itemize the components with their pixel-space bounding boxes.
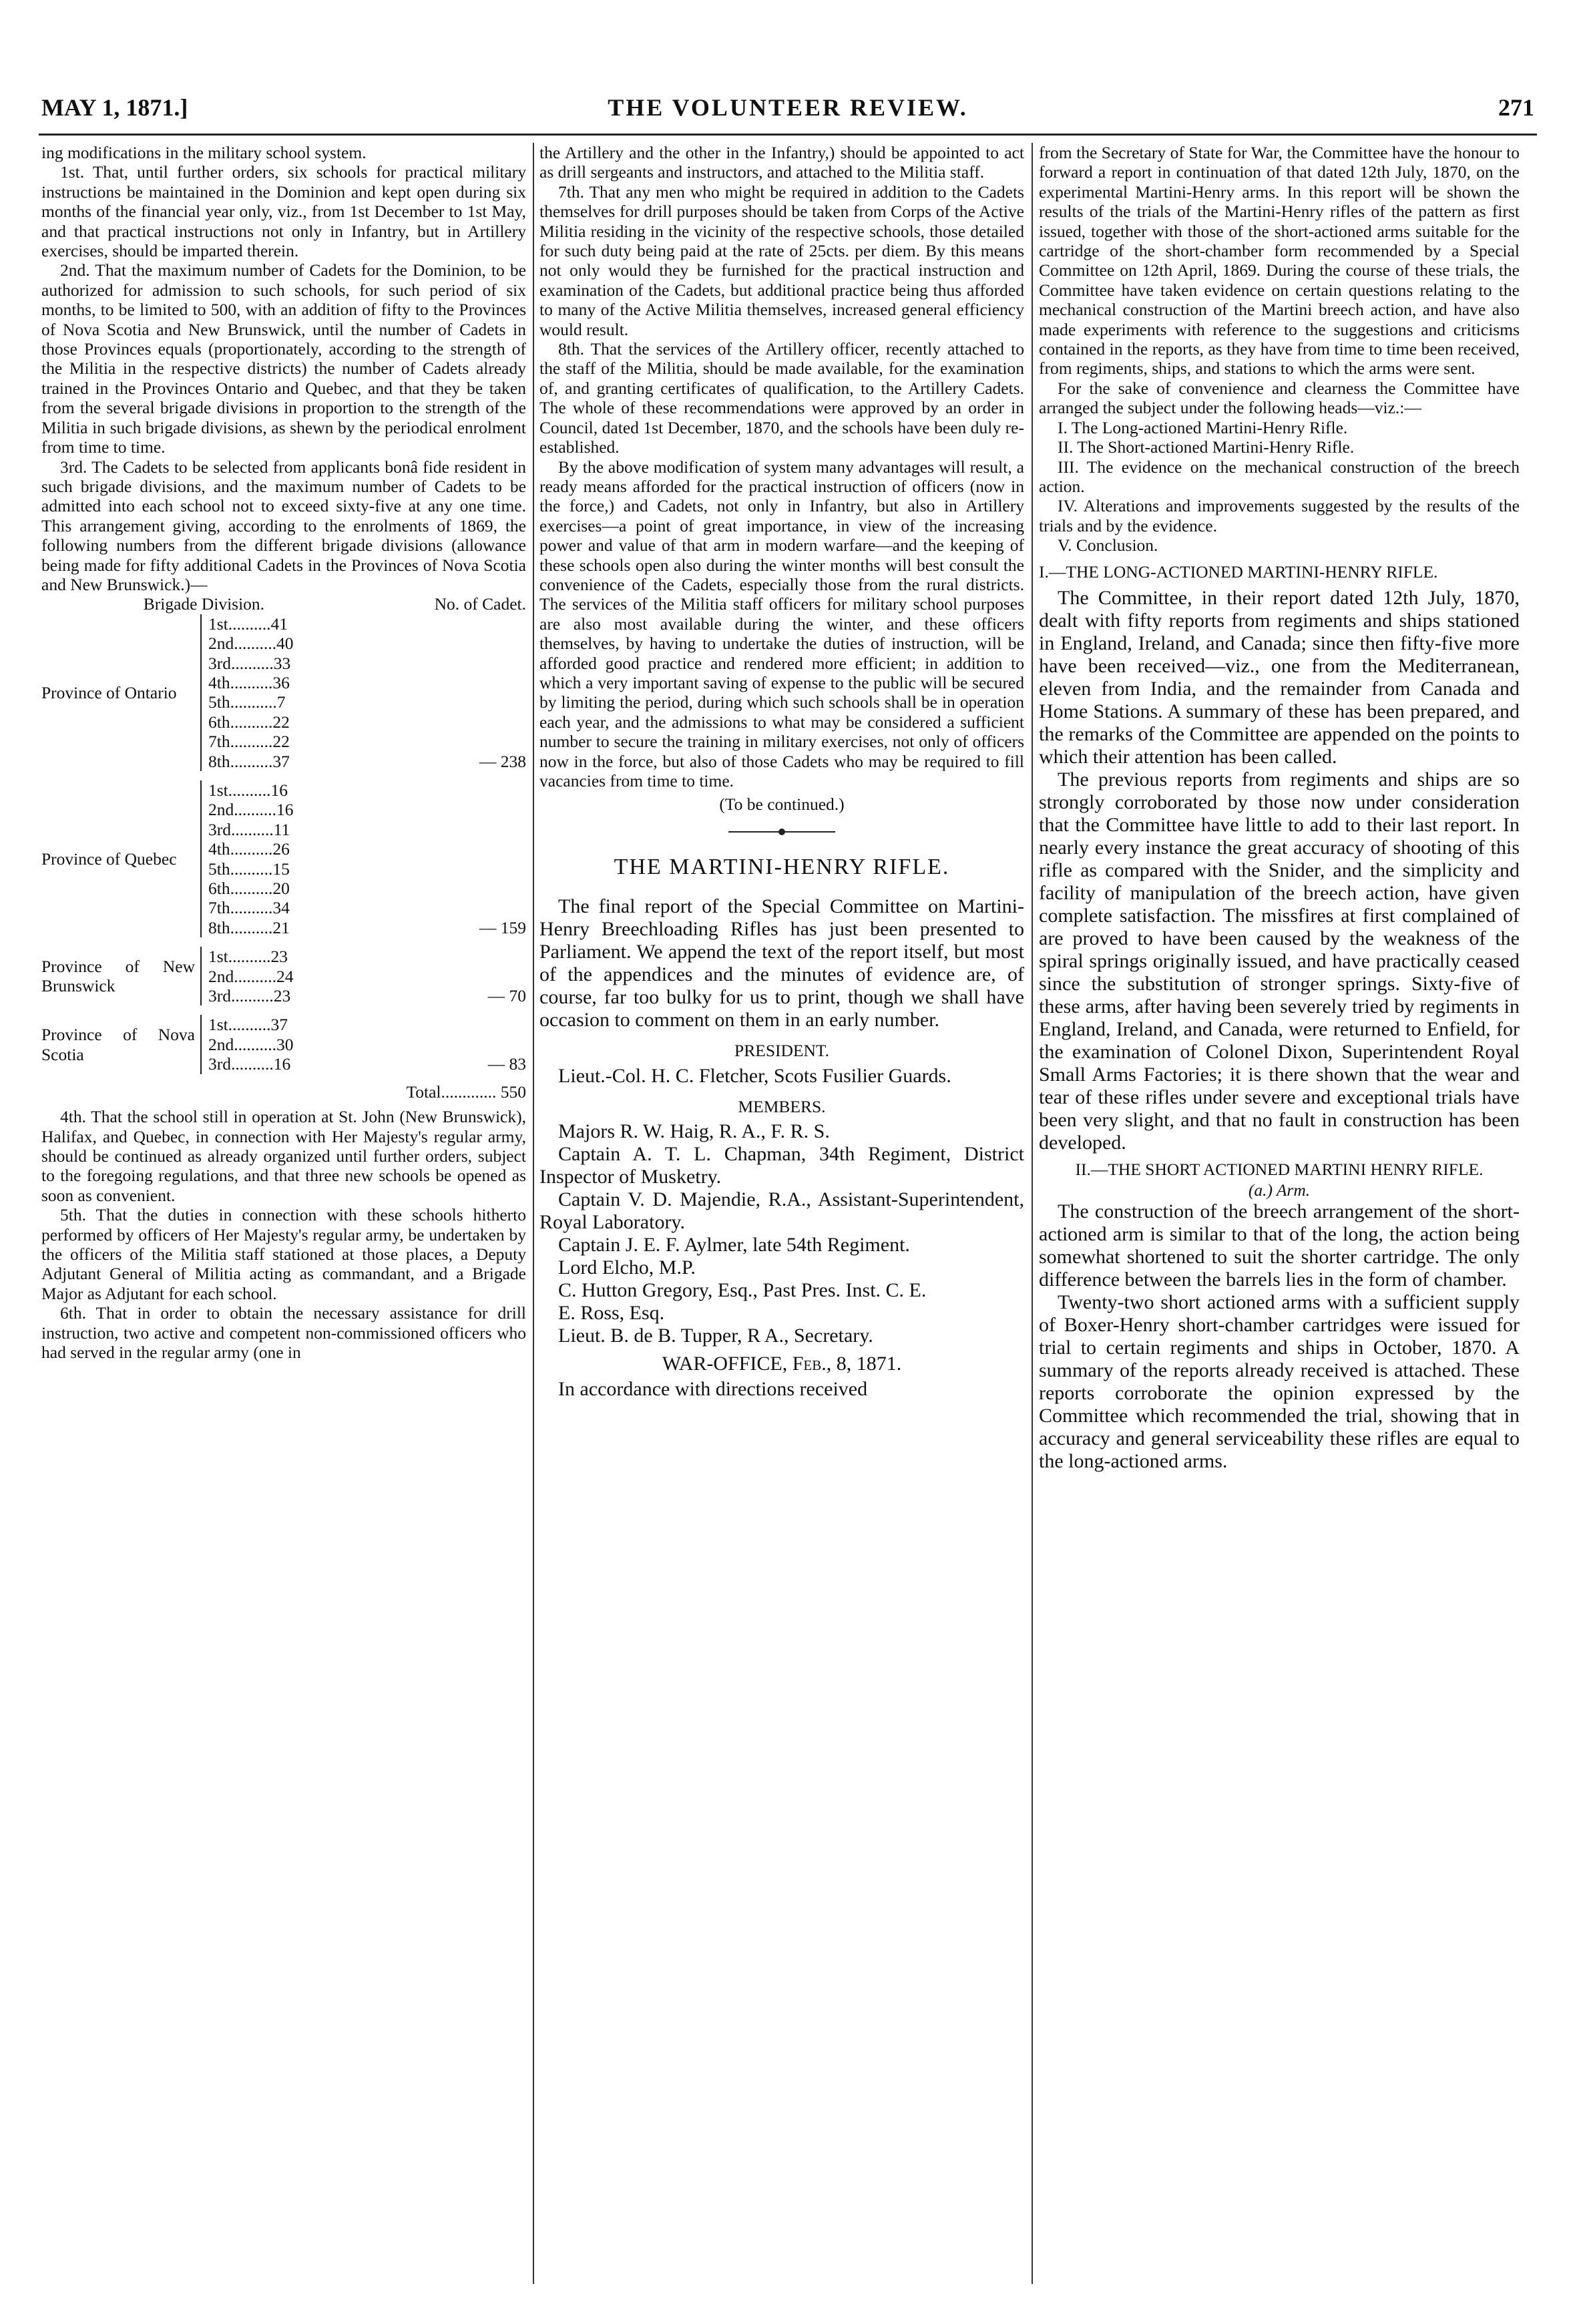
province-rows <box>195 937 367 1005</box>
division-row: 1st..........41 <box>208 614 288 634</box>
division-row: 4th..........26 <box>208 839 290 859</box>
division-row: 7th..........22 <box>208 732 290 752</box>
column-1 <box>41 143 526 2284</box>
paragraph: 8th. That the services of the Artillery officer, recently attached to the staff of the Militia, should be made available, for the examination of, and granting certificates of qualification, to the Artillery Cadets. The whole of these recommendations were approved by an order in Council, dated 1st December, 1870, and the schools have been duly re-established. <box>539 339 1024 457</box>
division-row: 8th..........37 <box>208 751 290 771</box>
division-row: 2nd..........40 <box>208 634 294 654</box>
paragraph: For the sake of convenience and clearness the Committee have arranged the subject under the following heads—viz.:— <box>1039 378 1520 418</box>
rule-ornament-icon <box>728 827 835 837</box>
member-entry: Captain V. D. Majendie, R.A., Assistant-Superintendent, Royal Laboratory. <box>539 1188 1024 1234</box>
division-row: 2nd..........30 <box>208 1034 294 1054</box>
paragraph: By the above modification of system many advantages will result, a ready means afforded for the practical instruction of officers (now in the force,) and Cadets, not only in Infantry, but also in Artillery exercises—a point of great importance, in view of the increasing power and value of that arm in modern warfare—and the keeping of these schools open also during the winter months will best consult the convenience of the Cadets, especially those from the rural districts. The services of the Militia staff officers for military school purposes are also most available during the winter, and these officers themselves, by having to undertake the duties of instruction, will be afforded good practice and rendered more efficient; in addition to which a very important saving of expense to the public will be secured by limiting the period, during which such schools shall be in operation each year, and the admissions to what may be considered a sufficient number to secure the training in military exercises, not only of officers now in the force, but also of those Cadets who may be required to fill vacancies from time to time. <box>539 457 1024 790</box>
column-2 <box>539 143 1024 2284</box>
province-label: Province of New Brunswick <box>41 956 195 996</box>
province-subtotal: — 70 <box>487 986 526 1006</box>
issue-date: MAY 1, 1871.] <box>41 94 188 121</box>
dateline: WAR-OFFICE, Feb., 8, 1871. <box>662 1353 902 1375</box>
province-rows <box>195 771 367 937</box>
paragraph: The Committee, in their report dated 12th July, 1870, dealt with fifty reports from regiments and ships stationed in England, Ireland, and Canada; since then fifty-five more have been received—viz., one from the Mediterranean, eleven from India, and the remainder from Canada and Home Stations. A summary of these has been prepared, and the remarks of the Committee are appended on the points to which their attention has been called. <box>1039 586 1520 768</box>
section-heading: II.—THE SHORT ACTIONED MARTINI HENRY RIFLE. <box>1075 1159 1484 1179</box>
province-subtotal: — 83 <box>487 1054 526 1074</box>
paragraph: 7th. That any men who might be required in addition to the Cadets themselves for drill purposes should be taken from Corps of the Active Militia residing in the vicinity of the respective schools, those detailed for such duty being paid at the rate of 25cts. per diem. By this means not only would they be furnished for the practical instruction and examination of the Cadets, but additional practice being thus afforded to many of the Active Militia themselves, increased general efficiency would result. <box>539 182 1024 339</box>
paragraph: The construction of the breech arrangement of the short-actioned arm is similar to that of the long, the action being somewhat shortened to suit the shorter cartridge. The only difference between the barrels lies in the form of chamber. <box>1039 1200 1520 1291</box>
division-row: 3rd..........16 <box>208 1054 291 1074</box>
division-row: 3rd..........11 <box>208 819 290 839</box>
division-row: 4th..........36 <box>208 672 290 692</box>
member-entry: E. Ross, Esq. <box>558 1302 665 1325</box>
member-entry: Lord Elcho, M.P. <box>558 1256 696 1279</box>
header-rule <box>39 134 1537 136</box>
paragraph: Twenty-two short actioned arms with a sufficient supply of Boxer-Henry short-chamber cartridges were issued for trial to certain regiments and ships in October, 1870. A summary of the reports already received is attached. These reports corroborate the opinion expressed by the Committee which recommended the trial, showing that in accuracy and general serviceability these rifles are equal to the long-actioned arms. <box>1039 1291 1520 1472</box>
paragraph: ing modifications in the military school system. <box>41 143 367 162</box>
lead-paragraph: The final report of the Special Committee on Martini-Henry Breechloading Rifles has just been presented to Parliament. We append the text of the report itself, but most of the appendices and the minutes of evidence are, of course, far too bulky for us to print, though we shall have occasion to comment on them in an early number. <box>539 895 1024 1031</box>
member-entry: Captain A. T. L. Chapman, 34th Regiment, District Inspector of Musketry. <box>539 1143 1024 1188</box>
paragraph: 2nd. That the maximum number of Cadets for the Dominion, to be authorized for admission to such schools, for such period of six months, to be limited to 500, with an addition of fifty to the Provinces of Nova Scotia and New Brunswick, until the number of Cadets in those Provinces equals (proportionately, according to the strength of the Militia in the respective districts) the number of Cadets already trained in the Provinces Ontario and Quebec, and that they be taken from the several brigade divisions in proportion to the strength of the Militia in such brigade divisions, as shewn by the periodical enrolment from time to time. <box>41 260 526 457</box>
paragraph: In accordance with directions received <box>558 1378 868 1401</box>
section-heading: MEMBERS. <box>738 1096 826 1116</box>
heading-list-item: V. Conclusion. <box>1058 535 1158 555</box>
division-row: 6th..........20 <box>208 879 290 899</box>
column-3 <box>1039 143 1520 2284</box>
president-name: Lieut.-Col. H. C. Fletcher, Scots Fusilier Guards. <box>558 1064 951 1087</box>
continued-note: (To be continued.) <box>719 794 845 815</box>
subsection-heading: (a.) Arm. <box>1248 1180 1311 1200</box>
paragraph: the Artillery and the other in the Infantry,) should be appointed to act as drill sergeants and instructors, and attached to the Militia staff. <box>539 143 1024 182</box>
member-entry: C. Hutton Gregory, Esq., Past Pres. Inst. C. E. <box>558 1279 927 1302</box>
division-row: 5th..........15 <box>208 859 290 879</box>
heading-list-item: II. The Short-actioned Martini-Henry Rifle. <box>1058 437 1355 457</box>
paragraph: 3rd. The Cadets to be selected from applicants bonâ fide resident in such brigade divisions, and the maximum number of Cadets to be admitted into each school not to exceed sixty-five at any one time. This arrangement giving, according to the enrolments of 1869, the following numbers from the different brigade divisions (allowance being made for fifty additional Cadets in the Provinces of Nova Scotia and New Brunswick.)— <box>41 457 526 594</box>
section-heading: PRESIDENT. <box>734 1041 829 1061</box>
division-row: 1st..........37 <box>208 1015 288 1035</box>
province-rows <box>195 1005 367 1074</box>
page-header <box>41 93 1534 128</box>
division-row: 6th..........22 <box>208 712 290 732</box>
heading-list-item: IV. Alterations and improvements suggested by the results of the trials and by the evidence. <box>1039 496 1520 535</box>
paragraph: 4th. That the school still in operation at St. John (New Brunswick), Halifax, and Quebec, in connection with Her Majesty's regular army, should be continued as already organized until further orders, subject to the foregoing regulations, and that three new schools be opened as soon as convenient. <box>41 1107 526 1205</box>
division-row: 2nd..........24 <box>208 966 294 986</box>
table-header-division: Brigade Division. <box>143 594 265 614</box>
province-label: Province of Ontario <box>41 682 177 702</box>
division-row: 1st..........23 <box>208 947 288 967</box>
member-entry: Majors R. W. Haig, R. A., F. R. S. <box>558 1120 830 1143</box>
article-title: THE MARTINI-HENRY RIFLE. <box>614 855 950 880</box>
division-row: 3rd..........33 <box>208 653 291 673</box>
province-label: Province of Nova Scotia <box>41 1025 195 1064</box>
table-total: Total............. 550 <box>406 1082 526 1102</box>
division-row: 1st..........16 <box>208 780 288 800</box>
paragraph: 6th. That in order to obtain the necessary assistance for drill instruction, two active and competent non-commissioned officers who had served in the regular army (one in <box>41 1303 526 1362</box>
member-entry: Lieut. B. de B. Tupper, R A., Secretary. <box>558 1325 873 1347</box>
member-entry: Captain J. E. F. Aylmer, late 54th Regiment. <box>558 1234 910 1256</box>
division-row: 8th..........21 <box>208 917 290 937</box>
division-row: 3rd..........23 <box>208 986 291 1006</box>
cadet-allocation-table <box>41 594 526 1107</box>
province-subtotal: — 238 <box>479 751 526 771</box>
table-header-cadets: No. of Cadet. <box>434 594 526 614</box>
division-row: 2nd..........16 <box>208 800 294 820</box>
division-row: 7th..........34 <box>208 898 290 918</box>
paragraph: 5th. That the duties in connection with these schools hitherto performed by officers of Her Majesty's regular army, be undertaken by the officers of the Militia staff stationed at those places, a Deputy Adjutant General of Militia acting as commandant, and a Brigade Major as Adjutant for each school. <box>41 1205 526 1303</box>
division-row: 5th...........7 <box>208 692 286 712</box>
ornament-divider <box>539 821 1024 841</box>
province-label: Province of Quebec <box>41 849 177 869</box>
province-subtotal: — 159 <box>479 917 526 937</box>
paragraph: from the Secretary of State for War, the Committee have the honour to forward a report in continuation of that dated 12th July, 1870, on the experimental Martini-Henry arms. In this report will be shown the results of the trials of the Martini-Henry rifles of the pattern as first issued, together with those of the short-actioned arms suitable for the cartridge of the short-chamber form recommended by a Special Committee on 12th April, 1869. During the course of these trials, the Committee have taken evidence on certain questions relating to the mechanical construction of the Martini breech action, and have also made experiments with reference to the suggestions and criticisms contained in the reports, as they have from time to time been received, from regiments, ships, and stations to which the arms were sent. <box>1039 143 1520 379</box>
column-divider <box>533 143 534 2284</box>
paragraph: The previous reports from regiments and ships are so strongly corroborated by those now under consideration that the Committee have little to add to their last report. In nearly every instance the great accuracy of shooting of this rifle as compared with the Snider, and the simplicity and facility of manipulation of the breech action, have given complete satisfaction. The missfires at first complained of are proved to have been caused by the weakness of the spiral springs originally issued, and have practically ceased since the substitution of stronger springs. Sixty-five of these arms, after having been severely tried by regiments in England, Ireland, and Canada, were returned to Enfield, for the examination of Colonel Dixon, Superintendent Royal Small Arms Factories; it is there shown that the wear and tear of these rifles under severe and exceptional trials have been very slight, and that no fault in construction has been developed. <box>1039 768 1520 1154</box>
masthead-title: THE VOLUNTEER REVIEW. <box>608 94 968 121</box>
page-number: 271 <box>1498 94 1534 121</box>
section-heading: I.—THE LONG-ACTIONED MARTINI-HENRY RIFLE. <box>1039 561 1438 582</box>
heading-list-item: I. The Long-actioned Martini-Henry Rifle. <box>1058 417 1348 437</box>
column-divider <box>1032 143 1033 2284</box>
paragraph: 1st. That, until further orders, six schools for practical military instructions be maintained in the Dominion and kept open during six months of the financial year only, viz., from 1st December to 1st May, and that practical instructions not only in Infantry, but in Artillery exercises, should be imparted therein. <box>41 162 526 261</box>
heading-list-item: III. The evidence on the mechanical construction of the breech action. <box>1039 457 1520 496</box>
province-rows <box>195 614 367 771</box>
